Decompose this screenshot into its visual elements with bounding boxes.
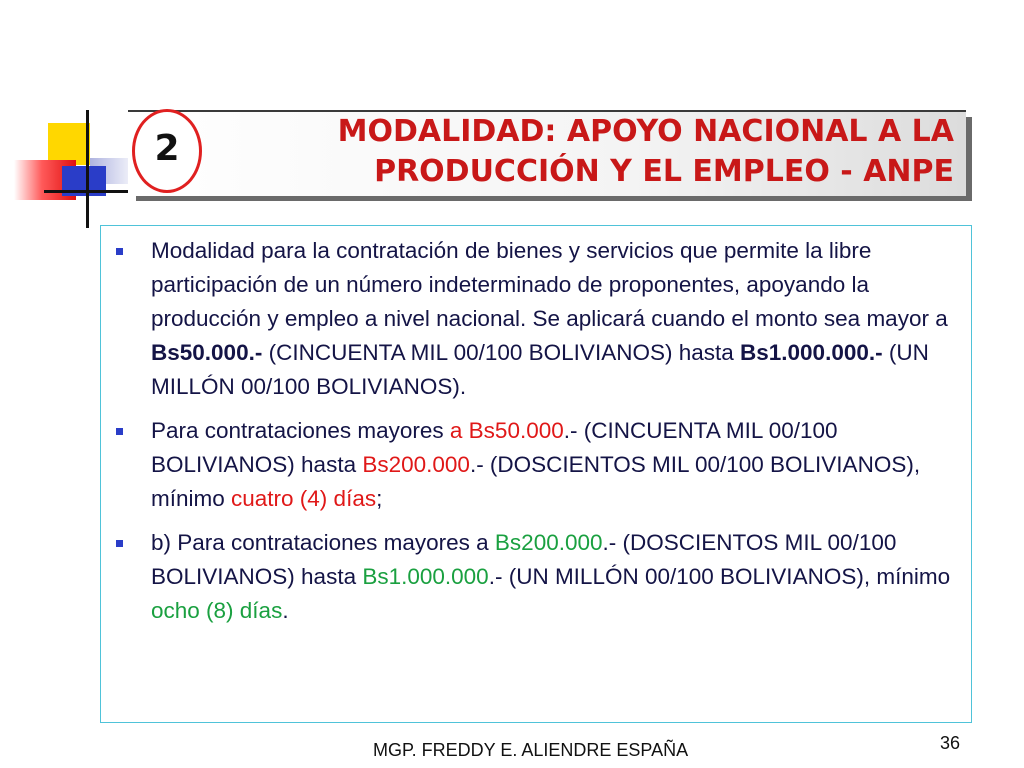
bullet-square-icon: [116, 540, 123, 547]
bullet-1-text-end: (UN MILLÓN 00/100 BOLIVIANOS).: [151, 340, 929, 399]
footer-author: MGP. FREDDY E. ALIENDRE ESPAÑA: [373, 740, 689, 760]
bullet-3-days: ocho (8) días: [151, 598, 283, 623]
bullet-3-amount-min: Bs200.000: [494, 530, 603, 555]
bullet-3-text-end: .: [282, 598, 289, 623]
bullet-1-text-mid: (CINCUENTA MIL 00/100 BOLIVIANOS) hasta: [262, 340, 740, 365]
bullet-2-days: cuatro (4) días: [231, 486, 377, 511]
title-line-2: PRODUCCIÓN Y EL EMPLEO - ANPE: [374, 154, 954, 189]
bullet-2-text: Para contrataciones mayores: [151, 418, 450, 443]
bullet-square-icon: [116, 248, 123, 255]
page-number: 36: [940, 733, 961, 753]
bullet-square-icon: [116, 428, 123, 435]
badge-number: 2: [154, 128, 180, 169]
horizontal-line: [44, 190, 134, 193]
bullet-3-text-mid2: .- (UN MILLÓN 00/100 BOLIVIANOS), mínimo: [488, 564, 951, 589]
bullet-2-text-mid2: .- (DOSCIENTOS MIL 00/100 BOLIVIANOS), mínimo: [151, 452, 921, 511]
bullet-2-amount-max: Bs200.000: [362, 452, 470, 477]
bullet-3-text: b) Para contrataciones mayores a: [151, 530, 495, 555]
yellow-square: [48, 123, 90, 165]
bullet-list: [111, 234, 961, 638]
bullet-item-2: [111, 414, 961, 516]
bullet-1-amount-max: Bs1.000.000.-: [740, 340, 883, 365]
bullet-1-text: Modalidad para la contratación de bienes y servicios que permite la libre participación de un número indeterminado de proponentes, apoyando la producción y empleo a nivel nacional. Se aplicará cuando el monto sea mayor a: [151, 238, 948, 331]
bullet-item-3: [111, 526, 961, 628]
title-line-1: MODALIDAD: APOYO NACIONAL A LA: [337, 114, 954, 149]
bullet-item-1: [111, 234, 961, 404]
bullet-2-text-mid: .- (CINCUENTA MIL 00/100 BOLIVIANOS) hasta: [151, 418, 838, 477]
bullet-2-amount-min: a Bs50.000: [449, 418, 564, 443]
number-badge: [132, 109, 202, 193]
bullet-3-amount-max: Bs1.000.000: [362, 564, 489, 589]
vertical-line: [86, 110, 89, 228]
bullet-3-text-mid: .- (DOSCIENTOS MIL 00/100 BOLIVIANOS) hasta: [151, 530, 897, 589]
content-box: [100, 225, 972, 723]
bullet-1-amount-min: Bs50.000.-: [151, 340, 263, 365]
bullet-2-text-end: ;: [376, 486, 383, 511]
title-bar: [128, 110, 966, 196]
